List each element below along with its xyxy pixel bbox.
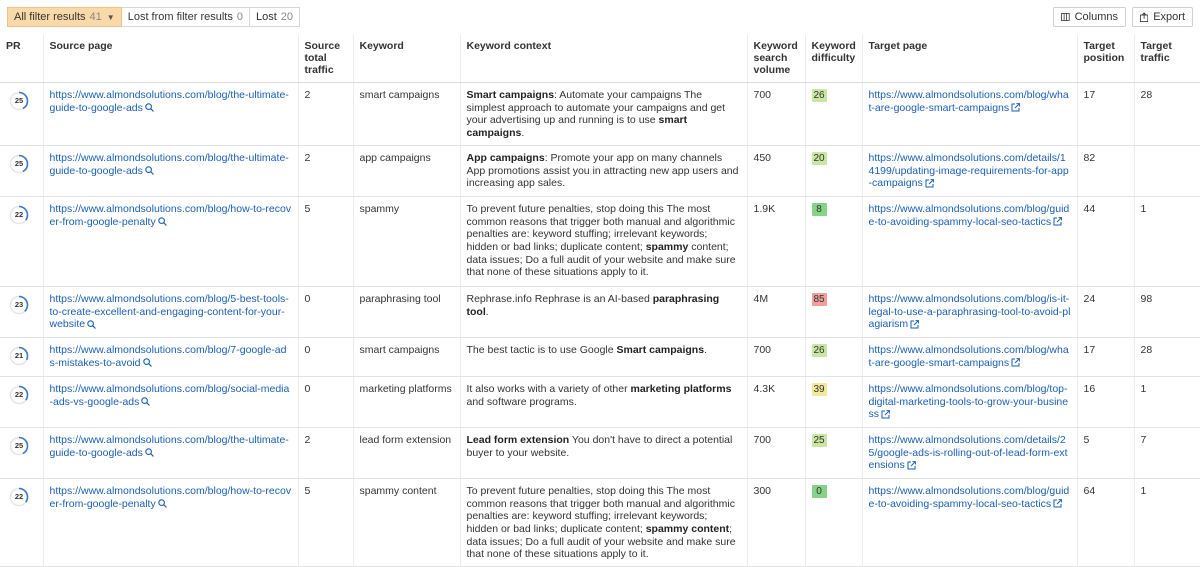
pr-value: 21 [14,350,24,360]
source-page-cell [43,478,298,566]
pr-cell [0,145,43,196]
export-label: Export [1153,11,1185,23]
target-traffic-cell: 1 [1134,478,1200,566]
keyword-highlight: Lead form extension [466,433,570,446]
source-traffic-cell: 2 [298,83,353,146]
target-page-cell [862,145,1077,196]
tab-lost[interactable] [250,7,300,27]
pr-cell [0,337,43,376]
col-header-target-page[interactable]: Target page [862,35,1077,83]
source-page-cell [43,337,298,376]
context-text: To prevent future penalties, stop doing this The most common reasons that trigger both manual and algorithmic penalties are: keyword stuffing; irrelevant keywords; hidden or bad links; duplicate content; [466,202,735,253]
table-row [0,478,1200,566]
col-header-source-page[interactable]: Source page [43,35,298,83]
target-page-cell [862,376,1077,427]
kd-badge: 26 [813,344,825,356]
keyword-cell: smart campaigns [353,83,460,146]
target-position-cell: 5 [1077,427,1134,478]
context-text: content; data issues; Do a full audit of your website and make sure that none of these situations apply to it. [466,240,736,279]
keyword-context-cell [460,145,747,196]
target-position-cell: 64 [1077,478,1134,566]
kd-badge: 85 [813,293,825,305]
pr-gauge [9,346,29,366]
search-icon[interactable] [158,499,167,508]
source-page-link[interactable]: https://www.almondsolutions.com/blog/social-media-ads-vs-google-ads [49,382,290,408]
keyword-highlight: paraphrasing tool [466,292,720,318]
keyword-cell: smart campaigns [353,337,460,376]
pr-cell [0,286,43,337]
kd-badge: 0 [812,485,827,498]
keyword-cell: app campaigns [353,145,460,196]
context-text: : Automate your campaigns The simplest approach to automate your campaigns and get your advertising up and running is to use [466,89,726,127]
pr-gauge [9,487,29,507]
source-traffic-cell: 2 [298,145,353,196]
target-position-cell: 17 [1077,337,1134,376]
target-position-cell: 24 [1077,286,1134,337]
pr-cell [0,478,43,566]
external-link-icon[interactable] [881,410,890,419]
target-position-cell: 44 [1077,196,1134,286]
search-icon[interactable] [145,103,154,112]
source-page-link[interactable]: https://www.almondsolutions.com/blog/how-to-recover-from-google-penalty [49,202,292,228]
search-volume-cell: 450 [747,145,805,196]
tab-count: 20 [280,11,294,23]
tab-label: Lost [255,11,277,23]
target-traffic-cell: 28 [1134,83,1200,146]
target-page-link[interactable]: https://www.almondsolutions.com/blog/what-are-google-smart-campaigns [868,343,1069,369]
source-traffic-cell: 5 [298,478,353,566]
keyword-context-cell [460,478,747,566]
col-header-source-total-traffic[interactable]: Source total traffic [298,35,353,83]
pr-value: 25 [14,96,24,105]
pr-gauge [9,436,29,456]
target-page-cell [862,427,1077,478]
keyword-difficulty-cell [805,478,862,566]
tab-all-filter-results[interactable] [7,7,122,27]
context-text: It also works with a variety of other [466,382,631,395]
keyword-highlight: spammy content [645,522,730,535]
col-header-target-traffic[interactable]: Target traffic [1134,35,1200,83]
export-icon [1140,12,1148,23]
kd-badge: 20 [813,152,825,164]
pr-value: 22 [14,491,24,501]
col-header-keyword-difficulty[interactable]: Keyword difficulty [805,35,862,83]
table-row [0,286,1200,337]
source-page-cell [43,376,298,427]
target-page-link[interactable]: https://www.almondsolutions.com/details/25/google-ads-is-rolling-out-of-lead-form-extensions [868,433,1068,472]
table-body [0,83,1200,567]
search-icon[interactable] [145,448,154,457]
source-page-link[interactable]: https://www.almondsolutions.com/blog/the-ultimate-guide-to-google-ads [49,433,289,459]
keyword-difficulty-cell [805,286,862,337]
search-volume-cell: 700 [747,83,805,146]
search-volume-cell: 4.3K [747,376,805,427]
target-traffic-cell: 98 [1134,286,1200,337]
source-page-link[interactable]: https://www.almondsolutions.com/blog/the-ultimate-guide-to-google-ads [49,89,289,114]
external-link-icon[interactable] [1011,358,1020,367]
results-table [0,35,1200,567]
target-traffic-cell: 7 [1134,427,1200,478]
keyword-highlight: Smart campaigns [466,89,555,101]
pr-value: 25 [14,158,24,168]
target-position-cell: 82 [1077,145,1134,196]
table-row [0,83,1200,146]
columns-label: Columns [1074,11,1118,23]
target-page-link[interactable]: https://www.almondsolutions.com/blog/top-digital-marketing-tools-to-grow-your-business [868,382,1069,421]
search-icon[interactable] [158,217,167,226]
source-page-cell [43,83,298,146]
target-traffic-cell: 1 [1134,376,1200,427]
kd-badge: 26 [813,90,825,101]
keyword-cell: paraphrasing tool [353,286,460,337]
context-text: and software programs. [466,395,577,408]
target-page-link[interactable]: https://www.almondsolutions.com/blog/what-are-google-smart-campaigns [868,89,1069,114]
context-text: The best tactic is to use Google [466,343,617,356]
table-header-row [0,35,1200,83]
col-header-pr[interactable]: PR [0,35,43,83]
source-traffic-cell: 0 [298,337,353,376]
table-row [0,337,1200,376]
keyword-highlight: marketing platforms [630,382,732,395]
pr-gauge [9,91,29,111]
search-icon[interactable] [87,320,96,329]
pr-gauge [9,385,29,405]
col-header-target-position[interactable]: Target position [1077,35,1134,83]
pr-cell [0,83,43,146]
keyword-difficulty-cell [805,337,862,376]
target-position-cell: 17 [1077,83,1134,146]
target-page-cell [862,337,1077,376]
pr-value: 23 [14,299,24,309]
pr-value: 22 [14,389,24,399]
keyword-cell: lead form extension [353,427,460,478]
target-page-cell [862,83,1077,146]
target-page-cell [862,286,1077,337]
source-page-cell [43,196,298,286]
columns-button[interactable] [1053,7,1126,27]
pr-gauge [9,154,29,174]
keyword-highlight: spammy [645,240,689,253]
table-row [0,427,1200,478]
caret-down-icon[interactable]: ▼ [106,12,115,22]
external-link-icon[interactable] [1053,499,1062,508]
external-link-icon[interactable] [1053,217,1062,226]
col-header-keyword-search-volume[interactable]: Keyword search volume [747,35,805,83]
context-text: : Promote your app on many channels App promotions assist you in attracting new app users and increasing app sales. [466,151,739,190]
keyword-highlight: Smart campaigns [616,343,705,356]
keyword-highlight: App campaigns [466,151,545,164]
external-link-icon[interactable] [910,320,919,329]
search-icon[interactable] [145,166,154,175]
columns-icon [1061,12,1070,22]
keyword-context-cell [460,427,747,478]
tab-count: 41 [89,11,102,23]
keyword-context-cell [460,286,747,337]
keyword-highlight: smart campaigns [466,114,688,140]
source-traffic-cell: 5 [298,196,353,286]
context-text: . [521,127,525,140]
search-icon[interactable] [141,397,150,406]
source-traffic-cell: 0 [298,286,353,337]
context-text: You don't have to direct a potential buyer to your website. [466,433,733,459]
search-volume-cell: 1.9K [747,196,805,286]
tab-label: Lost from filter results [127,11,233,23]
pr-value: 25 [14,440,24,450]
pr-gauge [9,295,29,315]
keyword-context-cell [460,196,747,286]
table-row [0,196,1200,286]
table-row [0,145,1200,196]
keyword-difficulty-cell [805,376,862,427]
col-header-keyword[interactable]: Keyword [353,35,460,83]
context-text: Rephrase.info Rephrase is an AI-based [466,292,653,305]
tab-lost-from-filter-results[interactable] [122,7,250,27]
pr-cell [0,427,43,478]
source-page-link[interactable]: https://www.almondsolutions.com/blog/how-to-recover-from-google-penalty [49,484,292,510]
kd-badge: 39 [813,383,825,395]
table-row [0,376,1200,427]
toolbar [0,0,1200,34]
target-page-link[interactable]: https://www.almondsolutions.com/blog/guide-to-avoiding-spammy-local-seo-tactics [868,484,1070,510]
context-text: ; data issues; Do a full audit of your website and make sure that none of these situations apply to it. [466,522,736,561]
source-page-link[interactable]: https://www.almondsolutions.com/blog/the-ultimate-guide-to-google-ads [49,151,289,177]
search-volume-cell: 700 [747,337,805,376]
external-link-icon[interactable] [907,461,916,470]
source-page-cell [43,145,298,196]
keyword-context-cell [460,83,747,146]
pr-gauge [9,205,29,225]
target-page-link[interactable]: https://www.almondsolutions.com/details/14199/updating-image-requirements-for-app-campaigns [868,151,1069,190]
col-header-keyword-context[interactable]: Keyword context [460,35,747,83]
keyword-cell: spammy content [353,478,460,566]
external-link-icon[interactable] [1011,103,1020,112]
keyword-cell: marketing platforms [353,376,460,427]
source-page-link[interactable]: https://www.almondsolutions.com/blog/7-google-ads-mistakes-to-avoid [49,343,287,369]
target-traffic-cell [1134,145,1200,196]
source-page-cell [43,427,298,478]
target-page-cell [862,478,1077,566]
keyword-context-cell [460,376,747,427]
kd-badge: 25 [813,434,825,446]
target-page-link[interactable]: https://www.almondsolutions.com/blog/is-it-legal-to-use-a-paraphrasing-tool-to-avoid-plagiarism [868,292,1071,331]
search-volume-cell: 300 [747,478,805,566]
keyword-cell: spammy [353,196,460,286]
target-page-link[interactable]: https://www.almondsolutions.com/blog/guide-to-avoiding-spammy-local-seo-tactics [868,202,1070,228]
context-text: . [485,305,489,318]
pr-value: 22 [14,209,24,219]
keyword-difficulty-cell [805,83,862,146]
keyword-difficulty-cell [805,145,862,196]
target-traffic-cell: 1 [1134,196,1200,286]
target-traffic-cell: 28 [1134,337,1200,376]
search-icon[interactable] [143,358,152,367]
source-page-cell [43,286,298,337]
external-link-icon[interactable] [925,179,934,188]
kd-badge: 8 [812,203,827,216]
search-volume-cell: 700 [747,427,805,478]
context-text: To prevent future penalties, stop doing this The most common reasons that trigger both manual and algorithmic penalties are: keyword stuffing; irrelevant keywords; hidden or bad links; duplicate content; [466,484,735,535]
keyword-difficulty-cell [805,427,862,478]
source-page-link[interactable]: https://www.almondsolutions.com/blog/5-best-tools-to-create-excellent-and-engaging-content-for-your-website [49,292,289,331]
tab-count: 0 [236,11,243,23]
target-position-cell: 16 [1077,376,1134,427]
pr-cell [0,376,43,427]
pr-cell [0,196,43,286]
tab-label: All filter results [14,11,86,23]
context-text: . [704,343,707,356]
export-button[interactable] [1132,7,1193,27]
filter-tabs [7,7,300,27]
keyword-difficulty-cell [805,196,862,286]
keyword-context-cell [460,337,747,376]
source-traffic-cell: 2 [298,427,353,478]
target-page-cell [862,196,1077,286]
source-traffic-cell: 0 [298,376,353,427]
search-volume-cell: 4M [747,286,805,337]
